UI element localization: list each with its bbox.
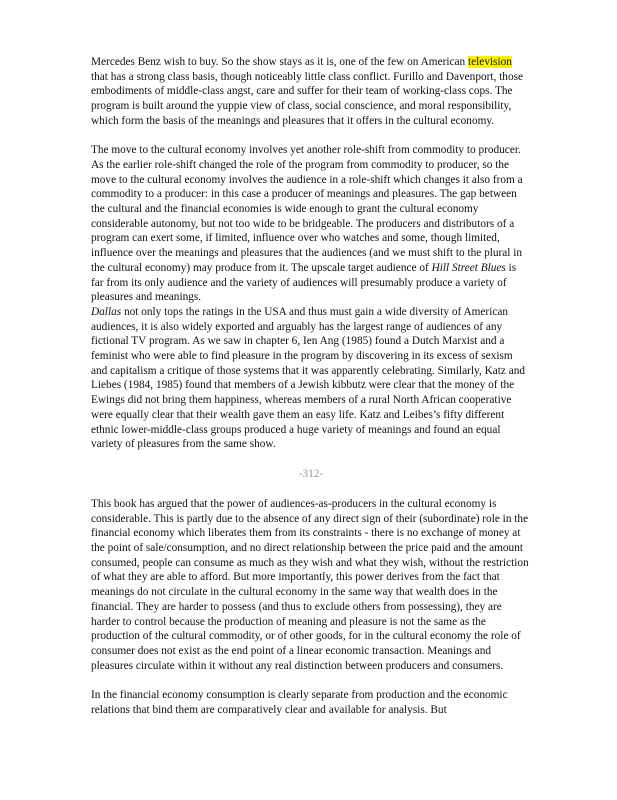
document-page (91, 55, 531, 718)
paragraph-1 (91, 55, 531, 129)
paragraph-2 (91, 143, 531, 452)
title-dallas: Dallas (91, 305, 122, 318)
highlighted-term[interactable]: television (468, 56, 512, 68)
page-number: -312- (298, 467, 324, 480)
paragraph-gap (91, 673, 531, 688)
title-hill-street-blues: Hill Street Blues (431, 261, 506, 274)
paragraph-2-text-c: not only tops the ratings in the USA and thus must gain a wide diversity of American audiences, it is also widely exported and arguably has the largest range of audiences of any fictional TV program. As we saw in chapter 6, Ien Ang (1985) found a Dutch Marxist and a feminist who were able to find pleasure in the program by discovering in its excess of sexism and capitalism a critique of those systems that it was apparently celebrating. Similarly, Katz and Liebes (1984, 1985) found that members of a Jewish kibbutz were clear that the money of the Ewings did not bring them happiness, whereas members of a rural North African cooperative were equally clear that their wealth gave them an easy life. Katz and Leibes’s fifty different ethnic lower-middle-class groups produced a huge variety of meanings and found an equal variety of pleasures from the same show. (91, 305, 526, 451)
paragraph-2-text-a: The move to the cultural economy involves yet another role-shift from commodity to producer. As the earlier role-shift changed the role of the program from commodity to producer, so the move to the cultural economy involves the audience in a role-shift which changes it also from a commodity to a producer: in this case a producer of meanings and pleasures. The gap between the cultural and the financial economies is wide enough to grant the cultural economy considerable autonomy, but not too wide to be bridgeable. The producers and distributors of a program can exert some, if limited, influence over who watches and some, though limited, influence over the meanings and pleasures that the audiences (and we must shift to the plural in the cultural economy) may produce from it. The upscale target audience of (91, 144, 523, 274)
paragraph-1-text-a: Mercedes Benz wish to buy. So the show stays as it is, one of the few on American (91, 56, 469, 68)
paragraph-1-text-b: that has a strong class basis, though noticeably little class conflict. Furillo and Davenport, those embodiments of middle-class angst, care and suffer for their team of working-class cops. The program is built around the yuppie view of class, social conscience, and moral responsibility, which form the basis of the meanings and pleasures that it offers in the cultural economy. (91, 70, 524, 127)
paragraph-2-text-b: is far from its only audience and the variety of audiences will presumably produce a variety of pleasures and meanings. (91, 261, 517, 304)
paragraph-4: In the financial economy consumption is clearly separate from production and the economic relations that bind them are comparatively clear and available for analysis. But (91, 689, 508, 716)
paragraph-3: This book has argued that the power of audiences-as-producers in the cultural economy is considerable. This is partly due to the absence of any direct sign of their (subordinate) role in the financial economy which liberates them from its constraints - there is no exchange of money at the point of sale/consumption, and no direct relationship between the price paid and the amount consumed, people can consume as much as they wish and what they wish, without the restriction of what they are able to afford. But more importantly, this power derives from the fact that meanings do not circulate in the cultural economy in the same way that wealth does in the financial. They are harder to possess (and thus to exclude others from possessing), they are harder to control because the production of meaning and pleasure is not the same as the production of the cultural commodity, or of other goods, for in the cultural economy the role of consumer does not exist as the end point of a linear economic transaction. Meanings and pleasures circulate within it without any real distinction between producers and consumers. (91, 497, 529, 672)
paragraph-gap (91, 129, 531, 144)
